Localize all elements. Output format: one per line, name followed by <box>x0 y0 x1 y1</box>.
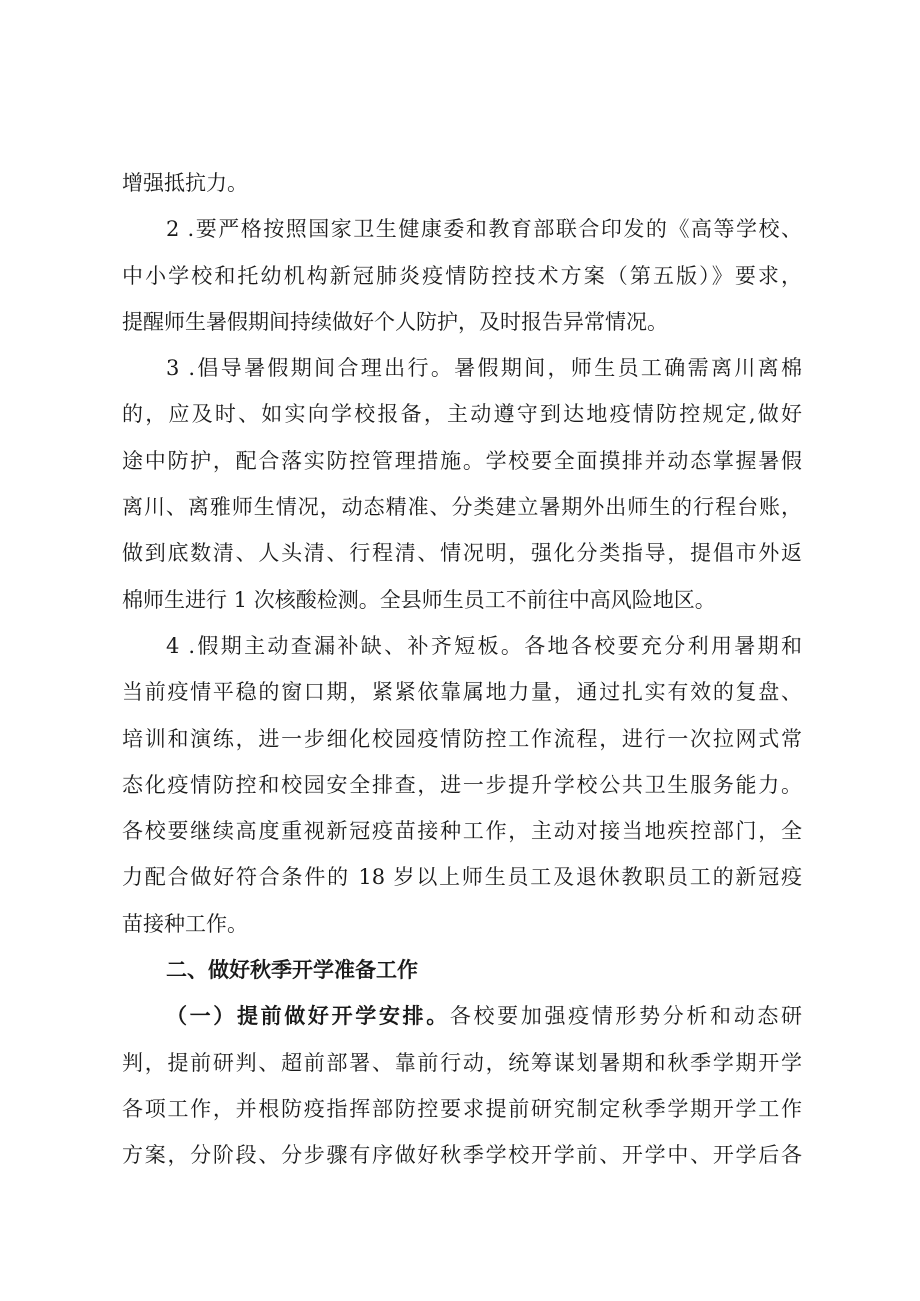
paragraph-item-2 <box>122 206 802 345</box>
text-run: 各校要加强疫情形势分析和动态研 <box>449 1004 803 1029</box>
text-line: 3 .倡导暑假期间合理出行。暑假期间，师生员工确需离川离棉 <box>166 356 802 381</box>
text-line: 做到底数清、人头清、行程清、情况明，强化分类指导，提倡市外返 <box>122 541 802 566</box>
section-heading: 二、做好秋季开学准备工作 <box>166 958 418 983</box>
text-line: 2 .要严格按照国家卫生健康委和教育部联合印发的《高等学校、 <box>166 217 802 242</box>
text-line: 各校要继续高度重视新冠疫苗接种工作，主动对接当地疾控部门，全 <box>122 819 802 844</box>
text-line: 提醒师生暑假期间持续做好个人防护，及时报告异常情况。 <box>122 309 668 334</box>
text-line: 棉师生进行 1 次核酸检测。全县师生员工不前往中高风险地区。 <box>122 587 716 612</box>
text-line: 苗接种工作。 <box>122 911 248 936</box>
text-line: 力配合做好符合条件的 18 岁以上师生员工及退休教职员工的新冠疫 <box>122 865 802 890</box>
text-line: 判，提前研判、超前部署、靠前行动，统筹谋划暑期和秋季学期开学 <box>122 1050 802 1075</box>
text-line: 中小学校和托幼机构新冠肺炎疫情防控技术方案（第五版）》要求， <box>122 263 802 288</box>
text-line: 途中防护，配合落实防控管理措施。学校要全面摸排并动态掌握暑假 <box>122 448 802 473</box>
document-page <box>122 160 802 1179</box>
subsection-title: （一）提前做好开学安排。 <box>166 1004 450 1029</box>
text-line: 方案，分阶段、分步骤有序做好秋季学校开学前、开学中、开学后各 <box>122 1143 802 1168</box>
paragraph-item-3 <box>122 345 802 623</box>
text-line <box>122 993 802 1039</box>
text-line: 的，应及时、如实向学校报备，主动遵守到达地疫情防控规定,做好 <box>122 402 802 427</box>
paragraph-subsection-1 <box>122 993 802 1178</box>
text-line: 离川、离雅师生情况，动态精准、分类建立暑期外出师生的行程台账， <box>122 495 802 520</box>
text-line: 培训和演练，进一步细化校园疫情防控工作流程，进行一次拉网式常 <box>122 726 802 751</box>
text-line: 各项工作，并根防疫指挥部防控要求提前研究制定秋季学期开学工作 <box>122 1096 802 1121</box>
text-line: 当前疫情平稳的窗口期，紧紧依靠属地力量，通过扎实有效的复盘、 <box>122 680 802 705</box>
paragraph-item-4 <box>122 623 802 947</box>
text-line: 4 .假期主动查漏补缺、补齐短板。各地各校要充分利用暑期和 <box>166 633 802 658</box>
paragraph-continuation: 增强抵抗力。 <box>122 171 248 195</box>
text-line: 态化疫情防控和校园安全排查，进一步提升学校公共卫生服务能力。 <box>122 772 802 797</box>
